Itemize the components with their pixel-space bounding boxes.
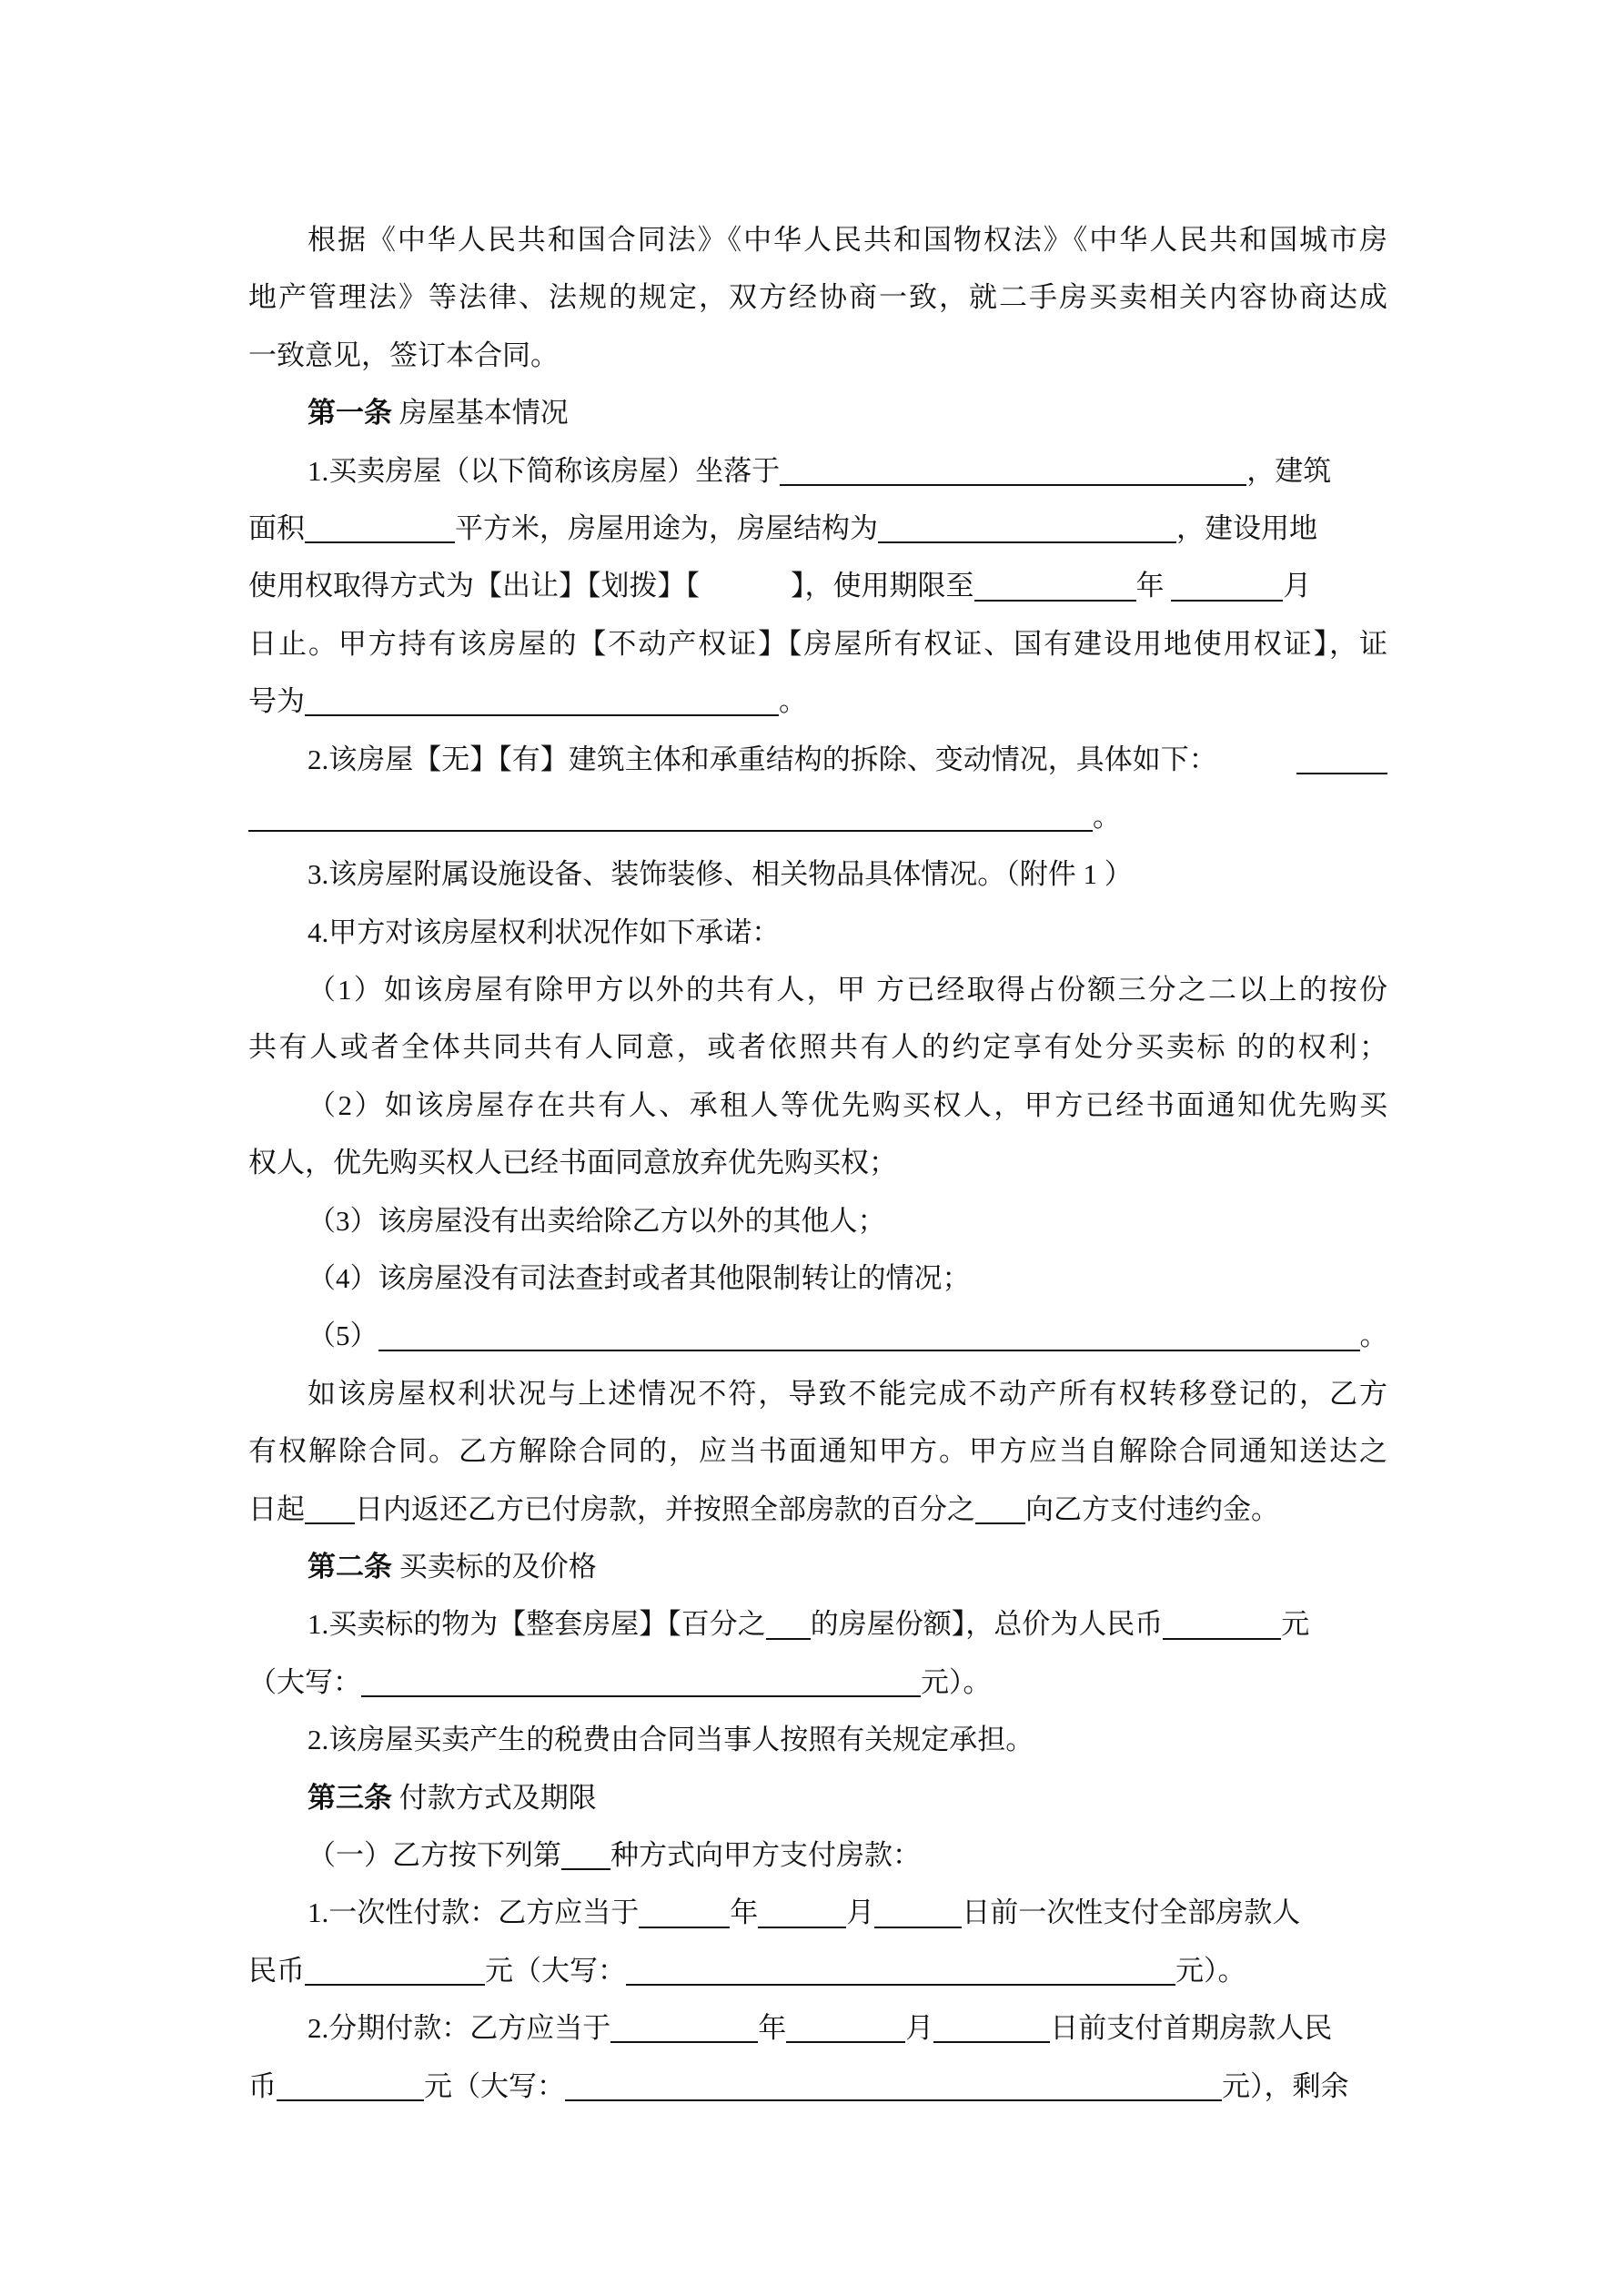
- month-blank[interactable]: [1171, 570, 1283, 602]
- clause-line: [248, 1595, 1387, 1653]
- clause-line: [248, 1654, 1387, 1711]
- clause-line: [248, 1884, 1387, 1941]
- text: 2.该房屋【无】【有】建筑主体和承重结构的拆除、变动情况，具体如下：: [308, 743, 1217, 775]
- text: 月: [905, 2012, 934, 2045]
- year-blank[interactable]: [974, 570, 1136, 602]
- down-payment-blank[interactable]: [277, 2069, 424, 2101]
- clause-line: 有权解除合同。乙方解除合同的，应当书面通知甲方。甲方应当自解除合同通知送达之: [248, 1435, 1387, 1468]
- text: （一）乙方按下列第: [308, 1838, 561, 1871]
- article-title: 房屋基本情况: [398, 397, 569, 430]
- month-blank[interactable]: [758, 1896, 846, 1928]
- text: 平方米，房屋用途为，房屋结构为: [455, 511, 878, 544]
- text: ，建筑: [1246, 454, 1332, 487]
- location-blank[interactable]: [780, 454, 1246, 486]
- other-blank[interactable]: [378, 1320, 1360, 1351]
- percent-blank[interactable]: [975, 1492, 1025, 1524]
- clause-line: 共有人或者全体共同共有人同意，或者依照共有人的约定享有处分买卖标 的的权利；: [248, 1031, 1387, 1064]
- clause-line: 权人，优先购买权人已经书面同意放弃优先购买权；: [248, 1147, 897, 1179]
- year-blank[interactable]: [639, 1896, 730, 1928]
- text: （5）: [308, 1320, 378, 1352]
- text: 面积: [248, 511, 305, 544]
- text: 日前一次性支付全部房款人: [962, 1896, 1301, 1929]
- day-blank[interactable]: [933, 2012, 1050, 2044]
- text: 月: [1283, 570, 1312, 602]
- clause-line: [248, 731, 1387, 788]
- text: 2.分期付款：乙方应当于: [308, 2012, 611, 2045]
- text: 向乙方支付违约金。: [1025, 1492, 1279, 1525]
- clause-line: （1）如该房屋有除甲方以外的共有人，甲 方已经取得占份额三分之二以上的按份: [308, 974, 1387, 1006]
- area-blank[interactable]: [305, 512, 455, 544]
- clause-line: （4）该房屋没有司法查封或者其他限制转让的情况；: [308, 1262, 971, 1295]
- total-price-blank[interactable]: [1163, 1608, 1281, 1640]
- text: 元（大写：: [424, 2069, 565, 2102]
- structure-blank[interactable]: [878, 512, 1176, 544]
- clause-line: 日止。甲方持有该房屋的【不动产权证】【房屋所有权证、国有建设用地使用权证】，证: [248, 627, 1387, 660]
- clause-line: 如该房屋权利状况与上述情况不符，导致不能完成不动产所有权转移登记的，乙方: [308, 1377, 1387, 1410]
- text: 1.买卖标的物为【整套房屋】【百分之: [308, 1608, 766, 1641]
- clause-line: [248, 557, 1387, 614]
- article-title: 付款方式及期限: [398, 1781, 597, 1814]
- clause-line: （2）如该房屋存在共有人、承租人等优先购买权人，甲方已经书面通知优先购买: [308, 1088, 1387, 1121]
- certificate-number-blank[interactable]: [305, 685, 779, 717]
- text: 日内返还乙方已付房款，并按照全部房款的百分之: [355, 1492, 975, 1525]
- clause-line: [248, 673, 1387, 730]
- days-blank[interactable]: [305, 1492, 355, 1524]
- clause-line: （3）该房屋没有出卖给除乙方以外的其他人；: [308, 1204, 886, 1237]
- article-number: 第二条: [308, 1550, 392, 1583]
- text: 1.买卖房屋（以下简称该房屋）坐落于: [308, 454, 781, 487]
- price-uppercase-blank[interactable]: [361, 1665, 921, 1697]
- text: 年: [730, 1896, 759, 1929]
- text: 元）。: [1175, 1954, 1246, 1987]
- clause-line: 4.甲方对该房屋权利状况作如下承诺：: [308, 915, 781, 948]
- text: 民币: [248, 1954, 305, 1987]
- text: 日起: [248, 1492, 305, 1525]
- text: 年: [1135, 570, 1165, 602]
- clause-line: [248, 1999, 1387, 2057]
- preamble-line: 地产管理法》等法律、法规的规定，双方经协商一致，就二手房买卖相关内容协商达成: [248, 281, 1387, 314]
- article-number: 第三条: [308, 1781, 392, 1814]
- amount-blank[interactable]: [305, 1954, 485, 1986]
- preamble-line: 一致意见，签订本合同。: [248, 339, 559, 371]
- share-percent-blank[interactable]: [766, 1608, 811, 1640]
- year-blank[interactable]: [610, 2012, 758, 2044]
- article-title: 买卖标的及价格: [398, 1550, 597, 1583]
- text: 使用权取得方式为【出让】【划拨】【: [248, 570, 700, 602]
- amount-uppercase-blank[interactable]: [626, 1954, 1175, 1986]
- text: 种方式向甲方支付房款：: [610, 1838, 921, 1871]
- text: 。: [1093, 800, 1121, 833]
- alteration-blank-cont[interactable]: [248, 801, 1093, 833]
- clause-line: 3.该房屋附属设施设备、装饰装修、相关物品具体情况。（附件 1 ）: [308, 858, 1133, 891]
- clause-line: [248, 442, 1387, 500]
- month-blank[interactable]: [786, 2012, 905, 2044]
- clause-line: [248, 788, 1387, 845]
- clause-line: [248, 1307, 1387, 1364]
- text: 1.一次性付款：乙方应当于: [308, 1896, 640, 1929]
- clause-line: [248, 1826, 1387, 1884]
- text: 。: [779, 685, 807, 718]
- text: 号为: [248, 685, 305, 718]
- text: 的房屋份额】，总价为人民币: [810, 1608, 1164, 1641]
- text: 元）。: [921, 1665, 992, 1698]
- clause-line: 2.该房屋买卖产生的税费由合同当事人按照有关规定承担。: [308, 1724, 1034, 1756]
- text: 月: [846, 1896, 875, 1929]
- text: ，建设用地: [1176, 511, 1317, 544]
- text: 】，使用期限至: [791, 570, 974, 602]
- clause-line: [248, 500, 1387, 557]
- clause-line: [248, 2058, 1387, 2115]
- article-3-heading: [248, 1769, 1387, 1826]
- text: 年: [758, 2012, 787, 2045]
- text: 币: [248, 2069, 277, 2102]
- article-1-heading: [248, 384, 1387, 441]
- article-number: 第一条: [308, 397, 392, 430]
- down-payment-uppercase-blank[interactable]: [565, 2069, 1222, 2101]
- text: 。: [1359, 1320, 1388, 1352]
- alteration-blank[interactable]: [1296, 743, 1387, 775]
- clause-line: [248, 1942, 1387, 1999]
- text: 元: [1281, 1608, 1310, 1641]
- day-blank[interactable]: [874, 1896, 962, 1928]
- text: 元（大写：: [485, 1954, 626, 1987]
- preamble-line: 根据《中华人民共和国合同法》《中华人民共和国物权法》《中华人民共和国城市房: [308, 224, 1387, 256]
- article-2-heading: [248, 1538, 1387, 1595]
- method-blank[interactable]: [561, 1839, 610, 1871]
- contract-document: [248, 211, 1387, 2115]
- text: （大写：: [248, 1665, 361, 1698]
- text: 日前支付首期房款人民: [1050, 2012, 1333, 2045]
- text: 元），剩余: [1222, 2069, 1349, 2102]
- clause-line: [248, 1481, 1387, 1538]
